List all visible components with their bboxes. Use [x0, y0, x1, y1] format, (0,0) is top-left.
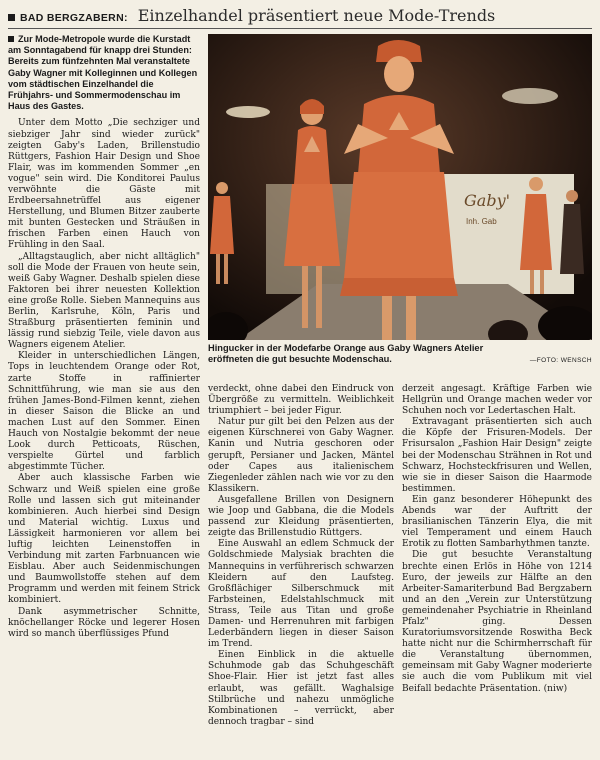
article-column-2 — [208, 384, 394, 756]
ceiling-light-icon — [502, 88, 558, 104]
paragraph: „Alltagstauglich, aber nicht alltäglich" soll die Mode der Frauen von heute sein, weiß Gaby Wagner. Deshalb spielen diese Faktoren bei ihrer neuesten Kollektion eine große Rolle. Sieben Mannequins aus Berlin, Karlsruhe, Köln, Paris und Straßburg präsentierten feminin und lässig rund siebzig Teile, viele davon aus Wagners eigenem Atelier. — [8, 251, 200, 351]
paragraph: Die gut besuchte Veranstaltung brechte einen Erlös in Höhe von 1214 Euro, der jeweils zur Hälfte an den Arbeiter-Samariterbund Bad Bergzabern und an den „Verein zur Unterstützung gemeindenaher Psychiatrie in Rheinland Pfalz" ging. Dessen Kuratoriumsvorsitzende Roswitha Beck hatte nicht nur die Schirmherrschaft für die Veranstaltung übernommen, gemeinsam mit Gaby Wagner moderierte sie auch die vom Publikum mit viel Beifall bedachte Präsentation. (niw) — [402, 550, 592, 694]
caption-text: Hingucker in der Modefarbe Orange aus Gaby Wagners Atelier eröffneten die gut besuchte Modenschau. — [208, 343, 484, 365]
headline: Einzelhandel präsentiert neue Mode-Trends — [137, 6, 496, 25]
location-label — [8, 12, 128, 24]
lead-text: Zur Mode-Metropole wurde die Kurstadt am Sonntagabend für knapp drei Stunden: Bereits zum fünfzehnten Mal veranstaltete Gaby Wagner mit Kolleginnen und Kollegen vom städtischen Einzelhandel die Frühjahrs- und Sommermodenschau im Haus des Gastes. — [8, 34, 198, 112]
article-column-1 — [8, 34, 200, 756]
store-sign-text: Gaby' — [464, 191, 510, 210]
store-sign-subtext: Inh. Gab — [466, 217, 497, 226]
lead-paragraph — [8, 34, 200, 112]
paragraph: Unter dem Motto „Die sechziger und siebziger Jahr sind wieder zurück" zeigten Gaby's Laden, Brillenstudio Rüttgers, Fashion Hair Design und Shoe Flair, was im kommenden Sommer „en vogue" sein wird. Die Konditorei Paulus verwöhnte die Gäste mit Erdbeersahnetrüffel aus eigener Herstellung, und Blumen Bitzer zauberte mit bunten Gestecken und Sträußen in frischen Farben einen Hauch von Frühling in den Saal. — [8, 118, 200, 251]
paragraph: Ein ganz besonderer Höhepunkt des Abends war der Auftritt der brasilianischen Tänzerin Elya, die mit viel Temperament und einem Hauch Erotik zu flotten Sambarhythmen tanzte. — [402, 494, 592, 550]
paragraph: verdeckt, ohne dabei den Eindruck von Übergröße zu vermitteln. Weiblichkeit triumphiert – bei jeder Figur. — [208, 384, 394, 417]
article-header — [8, 6, 592, 29]
paragraph: Aber auch klassische Farben wie Schwarz und Weiß spielen eine große Rolle und lassen sich gut miteinander kombinieren. Auch hierbei sind Design und Material wichtig. Luxus und Lässigkeit harmonieren vor allem bei luftig leichten Leinenstoffen in Verbindung mit zarten Farbnuancen wie Eisblau. Aber auch Seidenmischungen und Baumwollstoffe stehen auf dem Programm und werden mit feinem Strick kombiniert. — [8, 473, 200, 606]
paragraph: Extravagant präsentierten sich auch die Köpfe der Frisuren-Models. Der Frisursalon „Fashion Hair Design" zeigte bei der Modenschau Strähnen in Rot und Schwarz, Hochsteckfrisuren und Wellen, wie sie in dieser Saison die Haarmode bestimmen. — [402, 417, 592, 494]
paragraph: Natur pur gilt bei den Pelzen aus der eigenen Kürschnerei von Gaby Wagner. Kanin und Nutria geschoren oder gerupft, Persianer und Jacken, Mäntel oder Capes aus italienischem Ziegenleder zählen nach wie vor zu den Klassikern. — [208, 417, 394, 494]
location-text: BAD BERGZABERN: — [20, 12, 128, 24]
ceiling-light-icon — [226, 106, 270, 118]
fashion-show-photo — [208, 34, 592, 340]
photo-illustration — [208, 34, 592, 340]
bullet-square-icon — [8, 14, 15, 21]
photo-credit: —FOTO: WENSCH — [529, 357, 592, 364]
paragraph: Dank asymmetrischer Schnitte, knöchellanger Röcke und legerer Hosen wird so manch überflüssiges Pfund — [8, 606, 200, 639]
photo-caption — [208, 343, 592, 379]
paragraph: Ausgefallene Brillen von Designern wie Joop und Gabbana, die die Models passend zur Kleidung präsentierten, zeigte das Brillenstudio Rüttgers. — [208, 494, 394, 539]
paragraph: Einen Einblick in die aktuelle Schuhmode gab das Schuhgeschäft Shoe-Flair. Hier ist jetzt fast alles erlaubt, was gefällt. Waghalsige Stilbrüche und nahezu unmögliche Kombinationen – verrückt, aber dennoch tragbar – sind — [208, 650, 394, 727]
paragraph: Kleider in unterschiedlichen Längen, Tops in leuchtendem Orange oder Rot, zarte Stoffe in raffinierter Schnittführung, wie man sie aus den frühen James-Bond-Filmen kennt, ziehen in dieser Saison die Blicke an und machen Lust auf den Sommer. Einen Hauch von Nostalgie bekommt der neue Look durch Petticoats, Rüschen, verspielte Gürtel und farblich abgestimmte Tücher. — [8, 351, 200, 473]
paragraph: Eine Auswahl an edlem Schmuck der Goldschmiede Malysiak brachten die Mannequins in verführerisch schwarzen Kleidern auf den Laufsteg. Großflächiger Silberschmuck mit Farbsteinen, Edelstahlschmuck mit Strass, Teile aus Titan und große Damen- und Herrenuhren mit farbigen Lederbändern liegen in dieser Saison im Trend. — [208, 539, 394, 650]
paragraph: derzeit angesagt. Kräftige Farben wie Hellgrün und Orange machen weder vor Schuhen noch vor Ledertaschen Halt. — [402, 384, 592, 417]
bullet-square-icon — [8, 36, 14, 42]
article-column-3 — [402, 384, 592, 756]
